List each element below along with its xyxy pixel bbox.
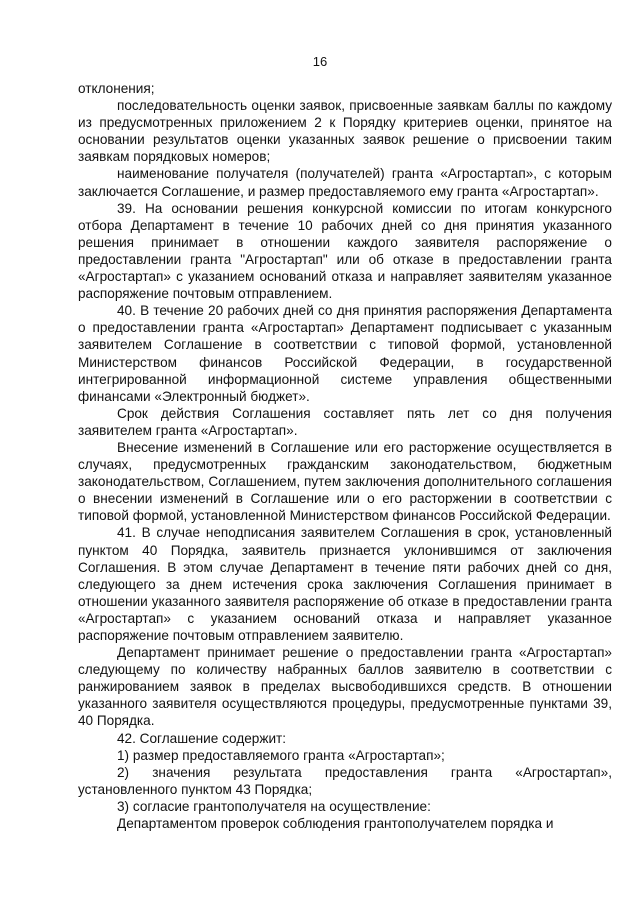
paragraph: 2) значения результата предоставления гранта «Агростартап», установленного пунктом 43 Порядка;: [78, 764, 612, 797]
document-body: [78, 80, 612, 832]
paragraph: Внесение изменений в Соглашение или его расторжение осуществляется в случаях, предусмотренных гражданским законодательством, бюджетным законодательством, Соглашением, путем заключения дополнительного соглашения о внесении изменений в Соглашение или о его расторжении в соответствии с типовой формой, установленной Министерством финансов Российской Федерации.: [78, 439, 612, 524]
paragraph: наименование получателя (получателей) гранта «Агростартап», с которым заключается Соглашение, и размер предоставляемого ему гранта «Агростартап».: [78, 166, 612, 199]
paragraph: 3) согласие грантополучателя на осуществление:: [117, 798, 431, 814]
page-number: 16: [312, 54, 328, 69]
paragraph: Срок действия Соглашения составляет пять лет со дня получения заявителем гранта «Агростартап».: [78, 405, 612, 438]
paragraph: 42. Соглашение содержит:: [117, 730, 287, 746]
paragraph: Департамент принимает решение о предоставлении гранта «Агростартап» следующему по количеству набранных баллов заявителю в соответствии с ранжированием заявок в пределах высвободившихся средств. В отношении указанного заявителя осуществляются процедуры, предусмотренные пунктами 39, 40 Порядка.: [78, 645, 612, 729]
paragraph: 39. На основании решения конкурсной комиссии по итогам конкурсного отбора Департамент в течение 10 рабочих дней со дня принятия указанного решения принимает в отношении каждого заявителя распоряжение о предоставлении гранта "Агростартап" или об отказе в предоставлении гранта «Агростартап» с указанием оснований отказа и направляет заявителям указанное распоряжение почтовым отправлением.: [78, 200, 612, 302]
paragraph: 41. В случае неподписания заявителем Соглашения в срок, установленный пунктом 40 Порядка, заявитель признается уклонившимся от заключения Соглашения. В этом случае Департамент в течение пяти рабочих дней со дня, следующего за днем истечения срока заключения Соглашения принимает в отношении указанного заявителя распоряжение об отказе в предоставлении гранта «Агростартап» с указанием оснований отказа и направляет указанное распоряжение почтовым отправлением заявителю.: [78, 525, 612, 643]
paragraph: 1) размер предоставляемого гранта «Агростартап»;: [117, 747, 445, 763]
paragraph: последовательность оценки заявок, присвоенные заявкам баллы по каждому из предусмотренных приложением 2 к Порядку критериев оценки, принятое на основании результатов оценки указанных заявок решение о присвоении таким заявкам порядковых номеров;: [78, 98, 612, 165]
paragraph: 40. В течение 20 рабочих дней со дня принятия распоряжения Департамента о предоставлении гранта «Агростартап» Департамент подписывает с указанным заявителем Соглашение в соответствии с типовой формой, установленной Министерством финансов Российской Федерации, в государственной интегрированной информационной системе управления общественными финансами «Электронный бюджет».: [78, 303, 612, 404]
paragraph: Департаментом проверок соблюдения грантополучателем порядка и: [117, 816, 554, 832]
paragraph: отклонения;: [78, 81, 155, 96]
